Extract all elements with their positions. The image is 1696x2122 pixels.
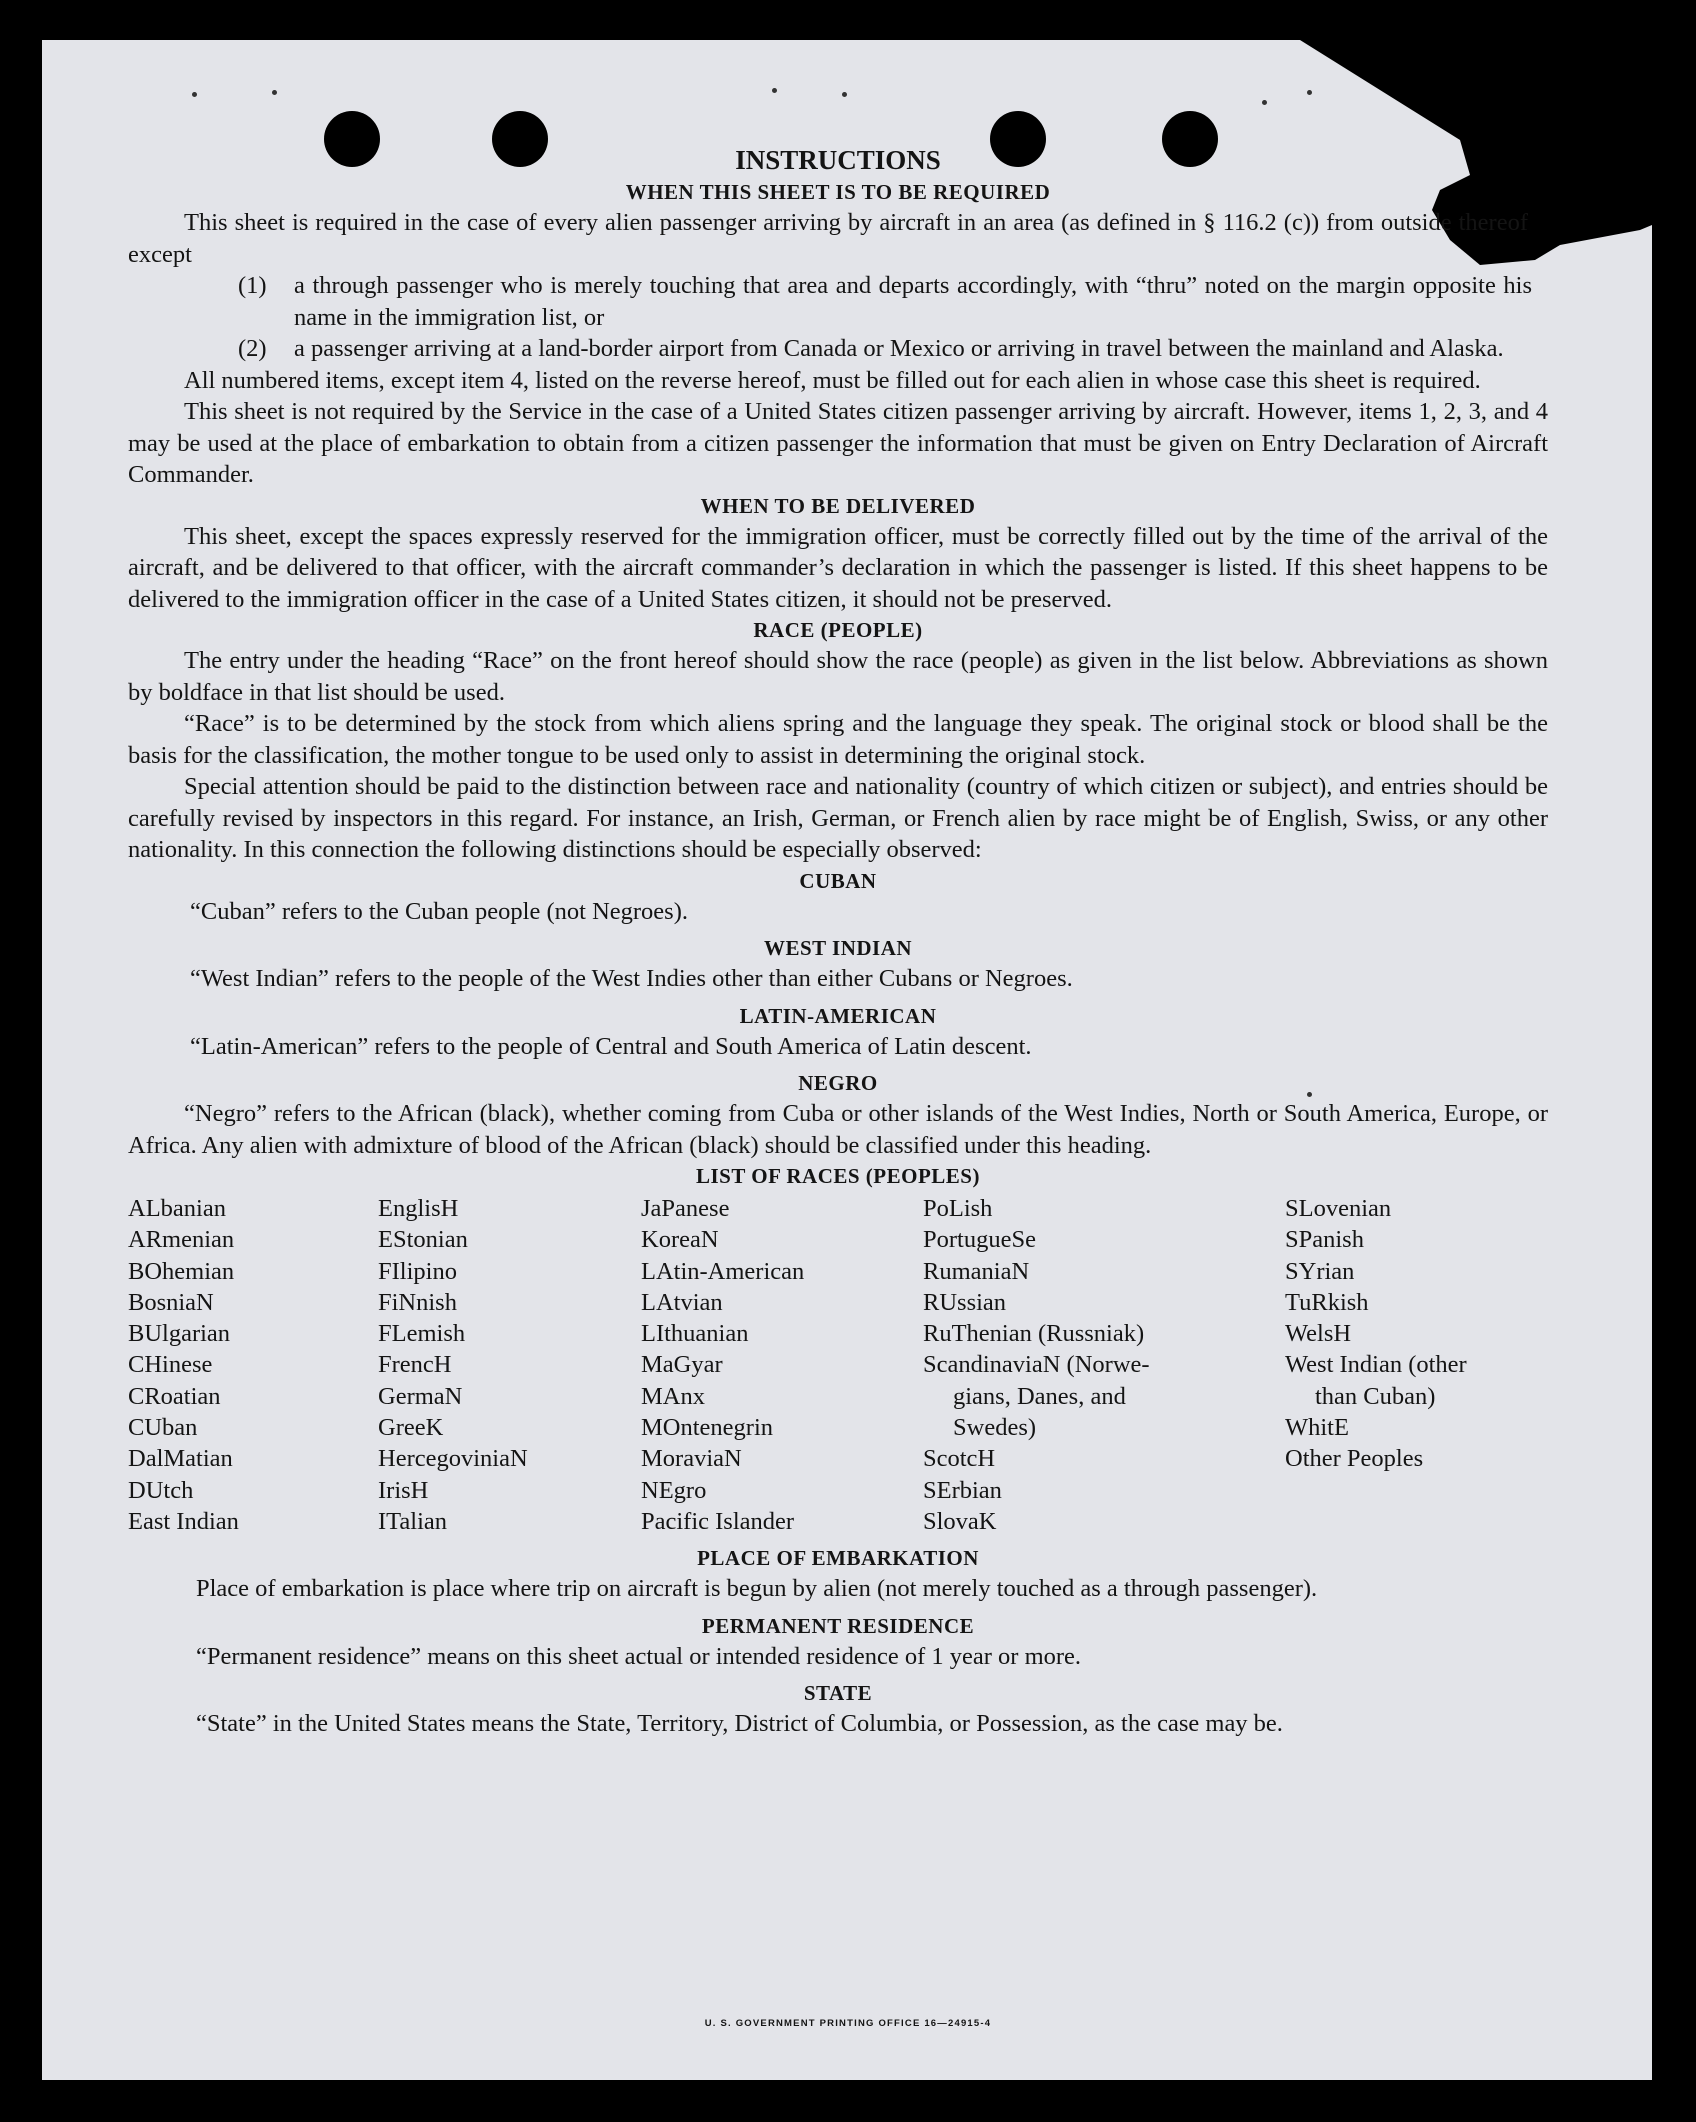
list-item: ITalian — [378, 1507, 448, 1535]
printer-imprint: U. S. GOVERNMENT PRINTING OFFICE 16—24915-4 — [704, 2018, 992, 2029]
list-item: CHinese — [128, 1351, 213, 1379]
list-item: SPanish — [1285, 1226, 1364, 1254]
list-item: BOhemian — [128, 1257, 235, 1285]
list-item: FLemish — [378, 1320, 466, 1348]
list-item: Swedes) — [953, 1414, 1037, 1442]
paragraph: “Latin-American” refers to the people of Central and South America of Latin descent. — [190, 1032, 1032, 1060]
list-item: gians, Danes, and — [953, 1382, 1126, 1410]
list-item: MaGyar — [641, 1351, 723, 1379]
section-heading: RACE (PEOPLE) — [753, 618, 923, 642]
list-item: EStonian — [378, 1226, 468, 1254]
list-item: FiNnish — [378, 1288, 457, 1316]
race-column — [128, 1193, 378, 1537]
section-heading: PLACE OF EMBARKATION — [697, 1546, 979, 1571]
list-item: ScandinaviaN (Norwe- — [923, 1351, 1150, 1379]
paragraph: “West Indian” refers to the people of the West Indies other than either Cubans or Negroes. — [190, 965, 1073, 992]
section-heading: CUBAN — [799, 868, 877, 893]
list-item: MAnx — [641, 1382, 705, 1410]
list-item: CUban — [128, 1414, 198, 1442]
list-item: ARmenian — [128, 1226, 235, 1254]
section-heading: STATE — [803, 1681, 873, 1706]
list-item: Other Peoples — [1285, 1445, 1424, 1473]
list-item: PoLish — [923, 1195, 993, 1222]
list-item: WhitE — [1285, 1414, 1349, 1442]
list-item: Pacific Islander — [641, 1507, 795, 1535]
item-number: (1) — [238, 272, 267, 299]
list-item: RUssian — [923, 1288, 1007, 1316]
section-heading: LATIN-AMERICAN — [739, 1003, 937, 1028]
list-item: GermaN — [378, 1382, 463, 1410]
paragraph: This sheet is not required by the Service in the case of a United States citizen passenger arriving by aircraft. However, items 1, 2, 3, and 4 may be used at the place of embarkation to obtain from a citizen passenger the information that must be given on Entry Declaration of Aircraft Commander. — [128, 398, 1548, 488]
section-heading: WEST INDIAN — [763, 936, 913, 960]
list-item: RuThenian (Russniak) — [923, 1320, 1145, 1348]
section-heading: WHEN THIS SHEET IS TO BE REQUIRED — [625, 180, 1051, 204]
list-item: LIthuanian — [641, 1320, 749, 1348]
list-item: SErbian — [923, 1476, 1002, 1504]
paragraph: “State” in the United States means the State, Territory, District of Columbia, or Possession, as the case may be. — [196, 1710, 1283, 1738]
list-item: NEgro — [641, 1476, 707, 1504]
list-item: BosniaN — [128, 1288, 214, 1316]
paragraph: “Race” is to be determined by the stock from which aliens spring and the language they speak. The original stock or blood shall be the basis for the classification, the mother tongue to be used only to assist in determining the original stock. — [128, 710, 1548, 769]
list-item: FIlipino — [378, 1257, 457, 1285]
paragraph: “Negro” refers to the African (black), whether coming from Cuba or other islands of the West Indies, North or South America, Europe, or Africa. Any alien with admixture of blood of the African (black) should be classified under this heading. — [128, 1100, 1548, 1159]
list-item — [238, 333, 1532, 365]
section-heading: PERMANENT RESIDENCE — [701, 1613, 975, 1638]
list-item: ScotcH — [923, 1445, 996, 1473]
list-item: BUlgarian — [128, 1320, 231, 1348]
list-item: East Indian — [128, 1507, 239, 1535]
list-item: MoraviaN — [641, 1445, 742, 1473]
list-item: LAtvian — [641, 1288, 723, 1316]
list-item: GreeK — [378, 1414, 444, 1442]
list-item: than Cuban) — [1315, 1382, 1436, 1410]
section-heading: NEGRO — [798, 1071, 878, 1095]
race-column — [378, 1193, 641, 1537]
list-item: West Indian (other — [1285, 1351, 1467, 1379]
item-number: (2) — [238, 335, 267, 362]
paragraph: All numbered items, except item 4, listed on the reverse hereof, must be filled out for each alien in whose case this sheet is required. — [184, 366, 1481, 394]
item-text: a through passenger who is merely touching that area and departs accordingly, with “thru” noted on the margin opposite his name in the immigration list, or — [294, 272, 1532, 331]
list-item: KoreaN — [641, 1226, 719, 1254]
list-item: TuRkish — [1285, 1288, 1369, 1316]
list-item: DalMatian — [128, 1445, 233, 1473]
list-item: FrencH — [378, 1351, 452, 1379]
paragraph: This sheet is required in the case of every alien passenger arriving by aircraft in an area (as defined in § 116.2 (c)) from outside thereof except — [128, 209, 1528, 268]
list-item: RumaniaN — [923, 1257, 1030, 1285]
list-item: WelsH — [1285, 1320, 1352, 1348]
page-title: INSTRUCTIONS — [735, 145, 941, 175]
race-column — [1285, 1193, 1545, 1537]
list-item: SYrian — [1285, 1257, 1355, 1285]
list-item — [238, 270, 1532, 333]
list-item: DUtch — [128, 1476, 194, 1504]
list-item: HercegoviniaN — [378, 1445, 528, 1473]
paragraph: “Permanent residence” means on this sheet actual or intended residence of 1 year or more. — [196, 1642, 1082, 1670]
paragraph: Special attention should be paid to the distinction between race and nationality (country of which citizen or subject), and entries should be carefully revised by inspectors in this regard. For instance, an Irish, German, or French alien by race might be of English, Swiss, or any other nationality. In this connection the following distinctions should be especially observed: — [128, 773, 1548, 863]
race-column — [923, 1193, 1285, 1537]
list-item: ALbanian — [128, 1195, 226, 1222]
list-item: SlovaK — [923, 1507, 997, 1535]
paragraph: This sheet, except the spaces expressly reserved for the immigration officer, must be correctly filled out by the time of the arrival of the aircraft, and be delivered to that officer, with the aircraft commander’s declaration in which the passenger is listed. If this sheet happens to be delivered to the immigration officer in the case of a United States citizen, it should not be preserved. — [128, 522, 1548, 613]
list-item: JaPanese — [641, 1195, 730, 1222]
paragraph: “Cuban” refers to the Cuban people (not Negroes). — [190, 897, 688, 925]
race-column — [641, 1193, 923, 1537]
section-heading: LIST OF RACES (PEOPLES) — [696, 1164, 980, 1188]
list-item: SLovenian — [1285, 1195, 1392, 1222]
paragraph: The entry under the heading “Race” on the front hereof should show the race (people) as given in the list below. Abbreviations as shown by boldface in that list should be used. — [128, 647, 1548, 706]
list-item: EnglisH — [378, 1195, 459, 1222]
list-item: PortugueSe — [923, 1226, 1036, 1254]
section-heading: WHEN TO BE DELIVERED — [700, 493, 976, 518]
paragraph: Place of embarkation is place where trip on aircraft is begun by alien (not merely touched as a through passenger). — [196, 1575, 1318, 1603]
list-item: LAtin-American — [641, 1257, 805, 1285]
list-item: IrisH — [378, 1476, 429, 1504]
item-text: a passenger arriving at a land-border airport from Canada or Mexico or arriving in travel between the mainland and Alaska. — [294, 335, 1504, 362]
race-list — [128, 1193, 1548, 1537]
list-item: CRoatian — [128, 1382, 221, 1410]
list-item: MOntenegrin — [641, 1414, 773, 1442]
